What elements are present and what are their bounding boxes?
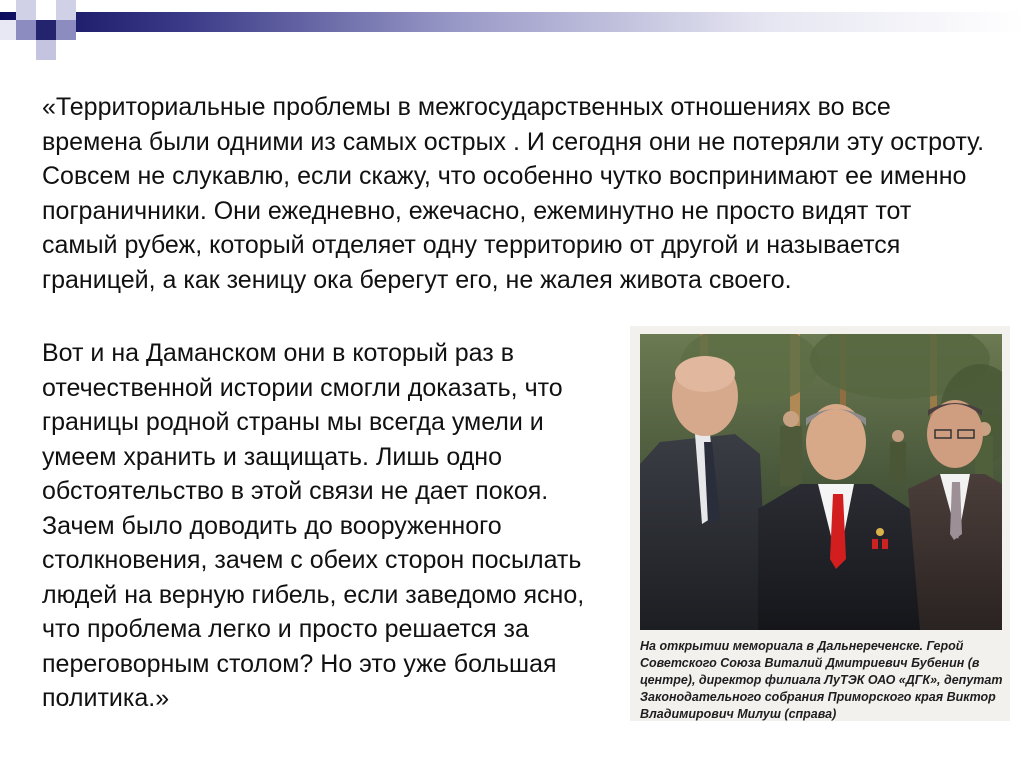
memorial-photo	[640, 334, 1002, 630]
photo-illustration	[640, 334, 1002, 630]
corner-square	[16, 20, 36, 40]
corner-square	[56, 20, 76, 40]
corner-square	[16, 0, 36, 20]
corner-square	[36, 20, 56, 40]
corner-square	[36, 40, 56, 60]
quote-paragraph-1: «Территориальные проблемы в межгосударственных отношениях во все времена были одними из самых острых . И сегодня они не потеряли эту остроту. Совсем не слукавлю, если скажу, что особенно чутко воспринимают ее именно пограничники. Они ежедневно, ежечасно, ежеминутно не просто видят тот самый рубеж, который отделяет одну территорию от другой и называется границей, а как зеницу ока берегут его, не жалея живота своего.	[42, 93, 985, 294]
corner-square	[36, 0, 56, 20]
corner-square	[56, 0, 76, 20]
quote-paragraph-2: Вот и на Даманском они в который раз в отечественной истории смогли доказать, что границы родной страны мы всегда умели и умеем хранить и защищать. Лишь одно обстоятельство в этой связи не дает покоя. Зачем было доводить до вооруженного столкновения, зачем с обеих сторон посылать людей на верную гибель, если заведомо ясно, что проблема легко и просто решается за переговорным столом? Но это уже большая политика.»	[42, 339, 585, 712]
photo-caption: На открытии мемориала в Дальнереченске. Герой Советского Союза Виталий Дмитриевич Бубенин (в центре), директор филиала ЛуТЭК ОАО «ДГК», депутат Законодательного собрания Приморского края Виктор Владимирович Милуш (справа)	[640, 639, 1003, 721]
photo-figure	[630, 326, 1010, 721]
header-decorative-bar	[0, 12, 1024, 32]
